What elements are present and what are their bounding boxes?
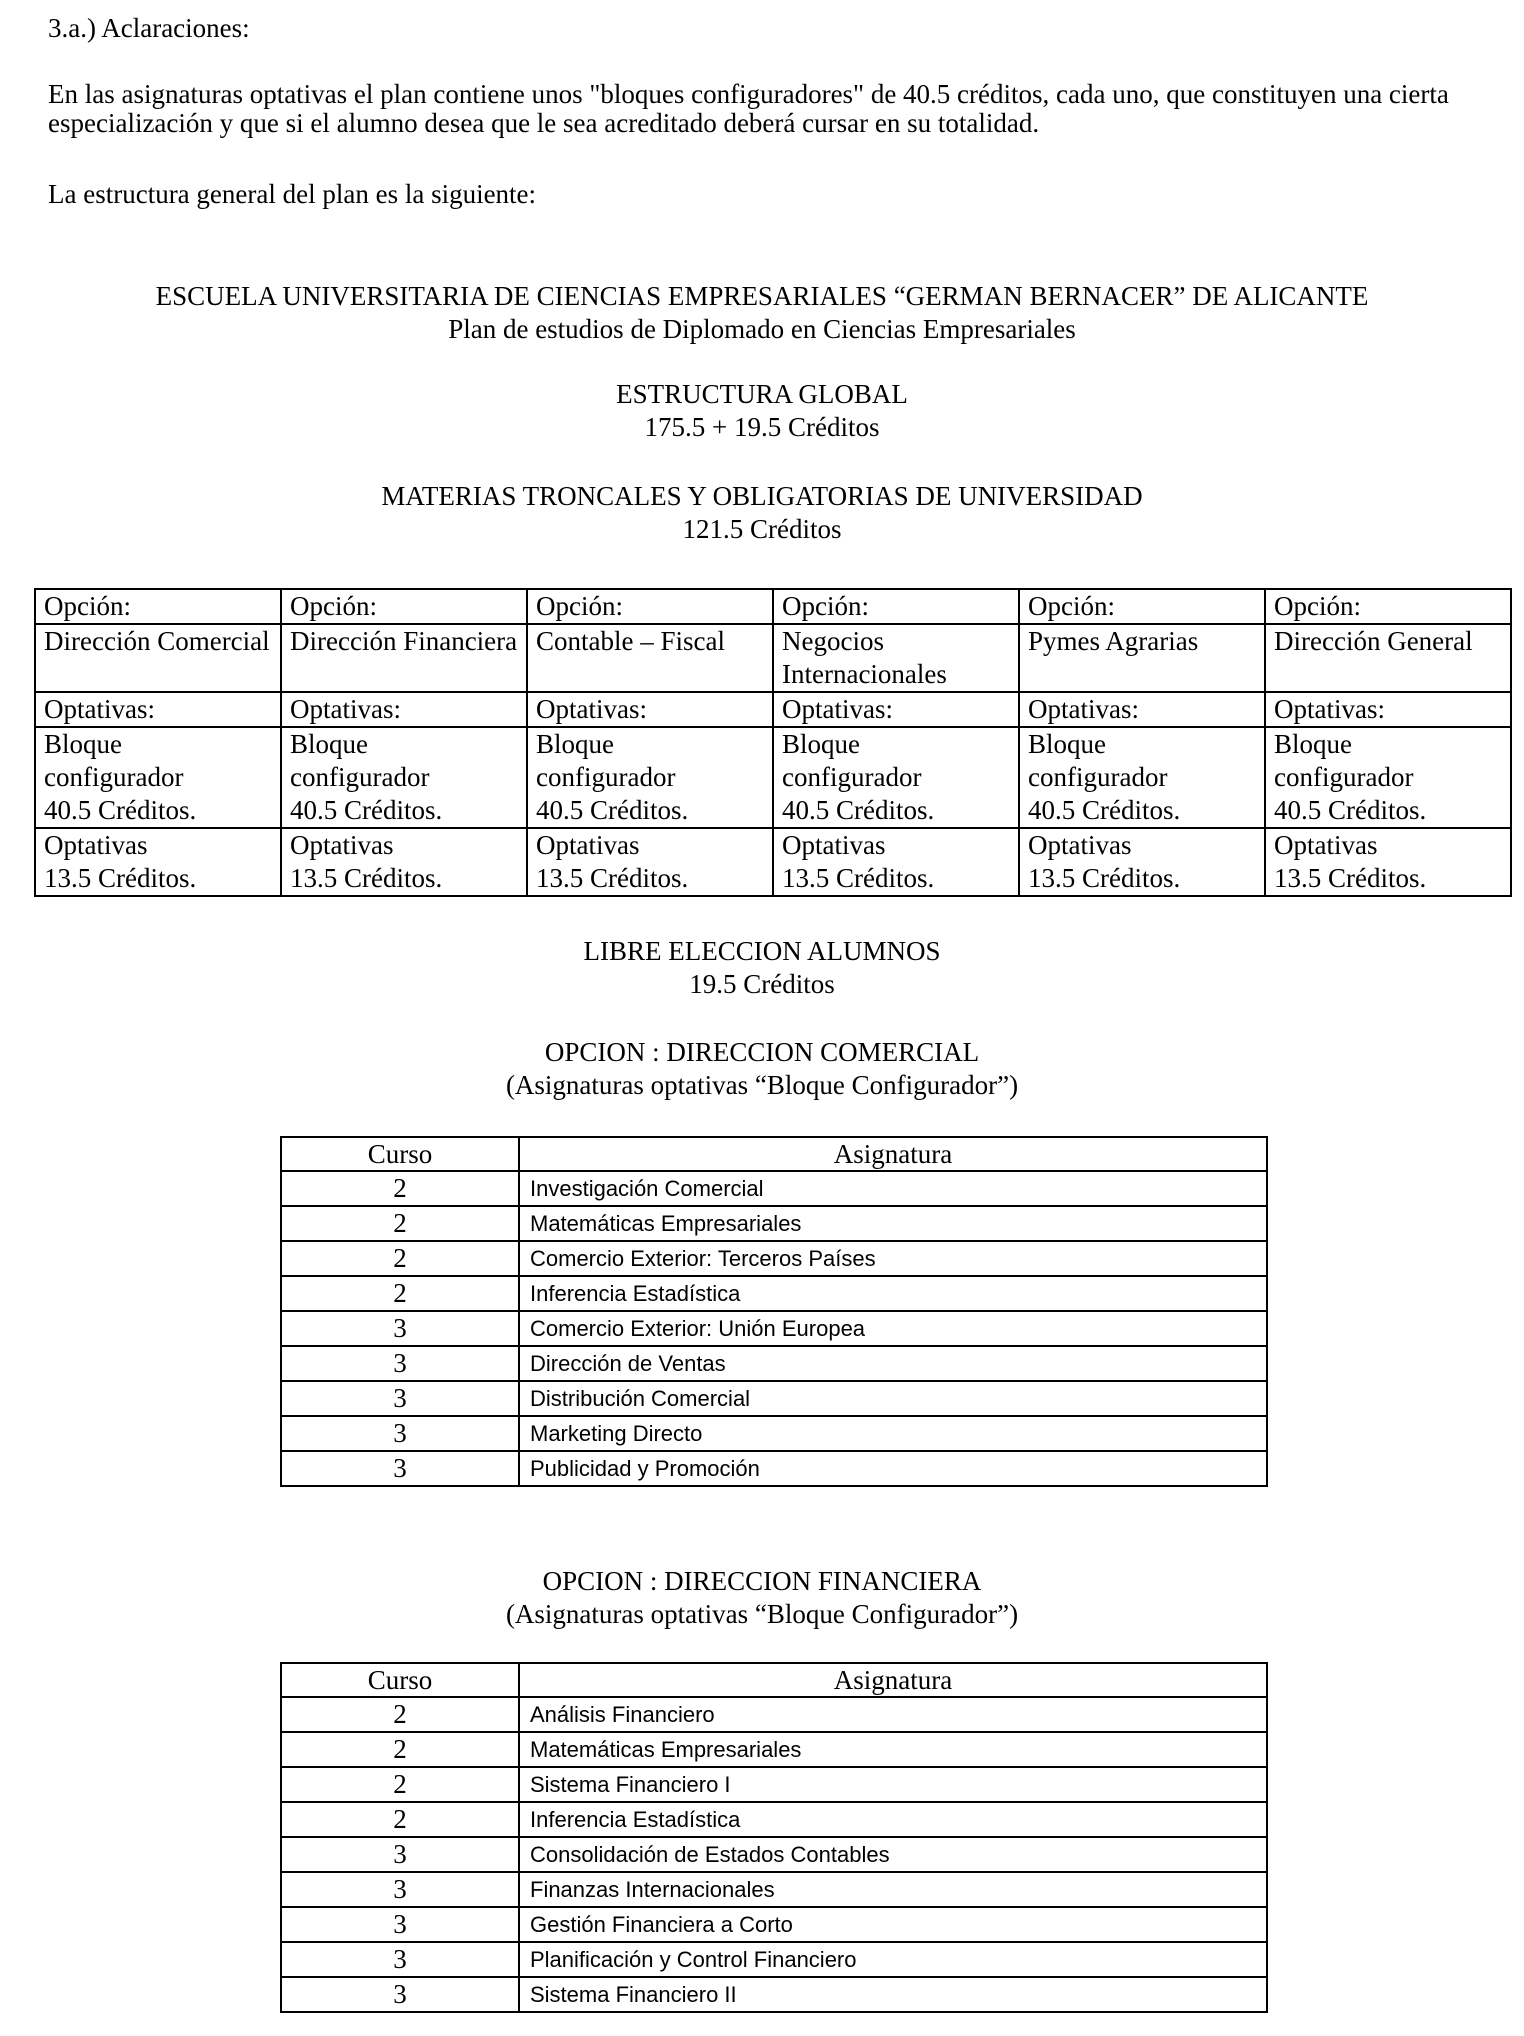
table-row [281, 1767, 1267, 1802]
asignatura-cell: Investigación Comercial [519, 1171, 1267, 1206]
option-name: Contable – Fiscal [527, 624, 773, 692]
structure-intro: La estructura general del plan es la siguiente: [48, 179, 537, 209]
curso-cell: 2 [281, 1206, 519, 1241]
table-row [281, 1977, 1267, 2012]
opcion-financiera-heading [0, 1565, 1524, 1631]
asignatura-header: Asignatura [519, 1137, 1267, 1171]
table-row [281, 1451, 1267, 1486]
curso-cell: 2 [281, 1802, 519, 1837]
curso-header: Curso [281, 1663, 519, 1697]
option-name: Negocios Internacionales [773, 624, 1019, 692]
asignatura-cell: Sistema Financiero II [519, 1977, 1267, 2012]
optativas-label: Optativas: [35, 692, 281, 727]
table-row [281, 1942, 1267, 1977]
bloque-cell: Bloque configurador 40.5 Créditos. [281, 727, 527, 828]
asignatura-cell: Matemáticas Empresariales [519, 1732, 1267, 1767]
opcion-label: Opción: [773, 589, 1019, 624]
curso-cell: 2 [281, 1171, 519, 1206]
curso-header: Curso [281, 1137, 519, 1171]
optativas-label: Optativas: [1265, 692, 1511, 727]
table-row [281, 1802, 1267, 1837]
asignatura-cell: Gestión Financiera a Corto [519, 1907, 1267, 1942]
bloque-cell: Bloque configurador 40.5 Créditos. [527, 727, 773, 828]
curso-cell: 2 [281, 1241, 519, 1276]
optativas-cell: Optativas 13.5 Créditos. [773, 828, 1019, 896]
optativas-cell: Optativas 13.5 Créditos. [1019, 828, 1265, 896]
asignatura-cell: Consolidación de Estados Contables [519, 1837, 1267, 1872]
global-structure-heading [0, 378, 1524, 444]
bloque-cell: Bloque configurador 40.5 Créditos. [773, 727, 1019, 828]
opcion-comercial-heading [0, 1036, 1524, 1102]
option-name: Dirección Comercial [35, 624, 281, 692]
curso-cell: 3 [281, 1977, 519, 2012]
asignatura-cell: Finanzas Internacionales [519, 1872, 1267, 1907]
asignatura-cell: Análisis Financiero [519, 1697, 1267, 1732]
table-row [281, 1872, 1267, 1907]
table-row [281, 1171, 1267, 1206]
asignatura-cell: Matemáticas Empresariales [519, 1206, 1267, 1241]
curso-cell: 3 [281, 1346, 519, 1381]
asignatura-cell: Marketing Directo [519, 1416, 1267, 1451]
opcion-title: OPCION : DIRECCION FINANCIERA [542, 1566, 982, 1596]
plan-name: Plan de estudios de Diplomado en Ciencias Empresariales [448, 314, 1076, 344]
optativas-credits-row [35, 828, 1511, 896]
asignatura-cell: Distribución Comercial [519, 1381, 1267, 1416]
curso-cell: 2 [281, 1697, 519, 1732]
option-name: Dirección Financiera [281, 624, 527, 692]
table-header-row [281, 1663, 1267, 1697]
table-row [281, 1381, 1267, 1416]
libre-title: LIBRE ELECCION ALUMNOS [583, 936, 941, 966]
asignatura-header: Asignatura [519, 1663, 1267, 1697]
bloque-cell: Bloque configurador 40.5 Créditos. [1265, 727, 1511, 828]
asignatura-cell: Inferencia Estadística [519, 1802, 1267, 1837]
asignatura-cell: Comercio Exterior: Terceros Países [519, 1241, 1267, 1276]
options-table [34, 588, 1512, 897]
curso-cell: 2 [281, 1767, 519, 1802]
option-name: Pymes Agrarias [1019, 624, 1265, 692]
opcion-title: OPCION : DIRECCION COMERCIAL [544, 1037, 980, 1067]
asignatura-cell: Publicidad y Promoción [519, 1451, 1267, 1486]
global-credits: 175.5 + 19.5 Créditos [644, 412, 880, 442]
bloque-cell: Bloque configurador 40.5 Créditos. [1019, 727, 1265, 828]
optativas-label-row [35, 692, 1511, 727]
opcion-financiera-table [280, 1662, 1268, 2013]
table-row [281, 1241, 1267, 1276]
asignatura-cell: Planificación y Control Financiero [519, 1942, 1267, 1977]
section-title: 3.a.) Aclaraciones: [48, 13, 250, 43]
optativas-cell: Optativas 13.5 Créditos. [1265, 828, 1511, 896]
option-name: Dirección General [1265, 624, 1511, 692]
table-row [281, 1276, 1267, 1311]
asignatura-cell: Dirección de Ventas [519, 1346, 1267, 1381]
school-heading [0, 280, 1524, 346]
opcion-label: Opción: [1019, 589, 1265, 624]
troncales-title: MATERIAS TRONCALES Y OBLIGATORIAS DE UNIVERSIDAD [381, 481, 1143, 511]
troncales-heading [0, 480, 1524, 546]
troncales-credits: 121.5 Créditos [682, 514, 842, 544]
table-row [281, 1907, 1267, 1942]
libre-eleccion-heading [0, 935, 1524, 1001]
bloque-row [35, 727, 1511, 828]
curso-cell: 3 [281, 1872, 519, 1907]
curso-cell: 3 [281, 1416, 519, 1451]
libre-credits: 19.5 Créditos [689, 969, 835, 999]
curso-cell: 2 [281, 1732, 519, 1767]
table-row [281, 1346, 1267, 1381]
opcion-subtitle: (Asignaturas optativas “Bloque Configurador”) [505, 1070, 1019, 1100]
table-row [281, 1206, 1267, 1241]
optativas-cell: Optativas 13.5 Créditos. [281, 828, 527, 896]
curso-cell: 3 [281, 1451, 519, 1486]
table-row [281, 1697, 1267, 1732]
curso-cell: 3 [281, 1907, 519, 1942]
curso-cell: 3 [281, 1381, 519, 1416]
table-row [281, 1416, 1267, 1451]
asignatura-cell: Sistema Financiero I [519, 1767, 1267, 1802]
table-header-row [281, 1137, 1267, 1171]
opcion-comercial-table [280, 1136, 1268, 1487]
curso-cell: 3 [281, 1942, 519, 1977]
options-header-row [35, 589, 1511, 624]
curso-cell: 3 [281, 1837, 519, 1872]
school-name: ESCUELA UNIVERSITARIA DE CIENCIAS EMPRESARIALES “GERMAN BERNACER” DE ALICANTE [155, 281, 1369, 311]
bloque-cell: Bloque configurador 40.5 Créditos. [35, 727, 281, 828]
opcion-label: Opción: [1265, 589, 1511, 624]
opcion-subtitle: (Asignaturas optativas “Bloque Configurador”) [505, 1599, 1019, 1629]
optativas-label: Optativas: [527, 692, 773, 727]
optativas-cell: Optativas 13.5 Créditos. [35, 828, 281, 896]
opcion-label: Opción: [527, 589, 773, 624]
optativas-label: Optativas: [773, 692, 1019, 727]
asignatura-cell: Comercio Exterior: Unión Europea [519, 1311, 1267, 1346]
opcion-label: Opción: [281, 589, 527, 624]
table-row [281, 1732, 1267, 1767]
table-row [281, 1311, 1267, 1346]
asignatura-cell: Inferencia Estadística [519, 1276, 1267, 1311]
opcion-label: Opción: [35, 589, 281, 624]
curso-cell: 3 [281, 1311, 519, 1346]
table-row [281, 1837, 1267, 1872]
optativas-label: Optativas: [1019, 692, 1265, 727]
optativas-label: Optativas: [281, 692, 527, 727]
optativas-cell: Optativas 13.5 Créditos. [527, 828, 773, 896]
curso-cell: 2 [281, 1276, 519, 1311]
global-title: ESTRUCTURA GLOBAL [616, 379, 908, 409]
options-name-row [35, 624, 1511, 692]
intro-paragraph: En las asignaturas optativas el plan contiene unos "bloques configuradores" de 40.5 créditos, cada uno, que constituyen una cierta especialización y que si el alumno desea que le sea acreditado deberá cursar en su totalidad. [48, 79, 1449, 138]
